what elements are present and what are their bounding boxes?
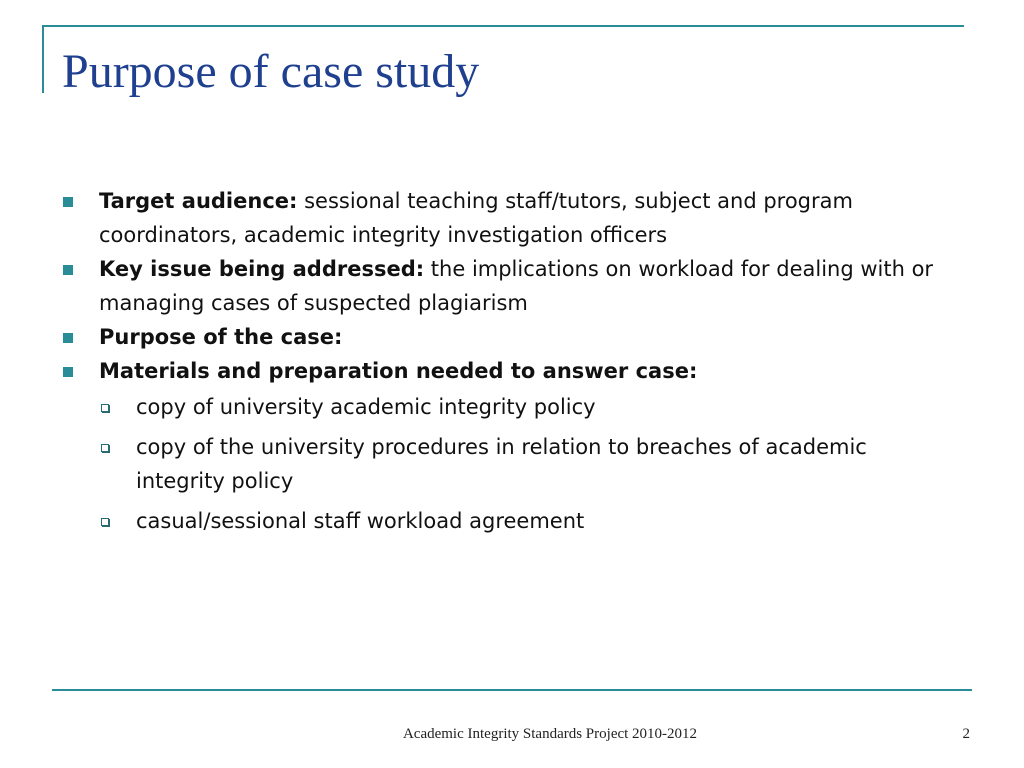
slide-content xyxy=(62,184,962,544)
sub-bullet-policy xyxy=(99,390,962,424)
bullet-key-issue xyxy=(62,252,962,320)
bullet-list xyxy=(62,184,962,538)
sub-bullet-list xyxy=(99,390,962,538)
bullet-materials xyxy=(62,354,962,538)
sub-bullet-text: copy of the university procedures in relation to breaches of academic integrity policy xyxy=(136,435,867,493)
hollow-square-bullet-icon xyxy=(101,444,109,452)
sub-bullet-text: casual/sessional staff workload agreement xyxy=(136,509,585,533)
square-bullet-icon xyxy=(63,265,73,275)
sub-bullet-text: copy of university academic integrity policy xyxy=(136,395,596,419)
sub-bullet-workload-agreement xyxy=(99,504,962,538)
hollow-square-bullet-icon xyxy=(101,404,109,412)
bullet-target-audience xyxy=(62,184,962,252)
square-bullet-icon xyxy=(63,333,73,343)
slide-number: 2 xyxy=(962,726,970,742)
bullet-label: Purpose of the case: xyxy=(99,325,343,349)
footer-text: Academic Integrity Standards Project 2010-2012 xyxy=(402,726,698,742)
bullet-purpose xyxy=(62,320,962,354)
hollow-square-bullet-icon xyxy=(101,518,109,526)
sub-bullet-procedures xyxy=(99,430,962,498)
bullet-label: Target audience: xyxy=(99,189,298,213)
bullet-text: the implications on workload for dealing with or managing cases of suspected plagiarism xyxy=(99,257,934,315)
bullet-text: sessional teaching staff/tutors, subject and program coordinators, academic integrity investigation officers xyxy=(99,189,853,247)
slide-title: Purpose of case study xyxy=(62,45,480,98)
bullet-label: Materials and preparation needed to answer case: xyxy=(99,359,698,383)
square-bullet-icon xyxy=(63,197,73,207)
footer-divider xyxy=(52,689,972,691)
square-bullet-icon xyxy=(63,367,73,377)
title-frame-top-border xyxy=(42,25,964,27)
title-frame-left-border xyxy=(42,25,44,93)
bullet-label: Key issue being addressed: xyxy=(99,257,425,281)
